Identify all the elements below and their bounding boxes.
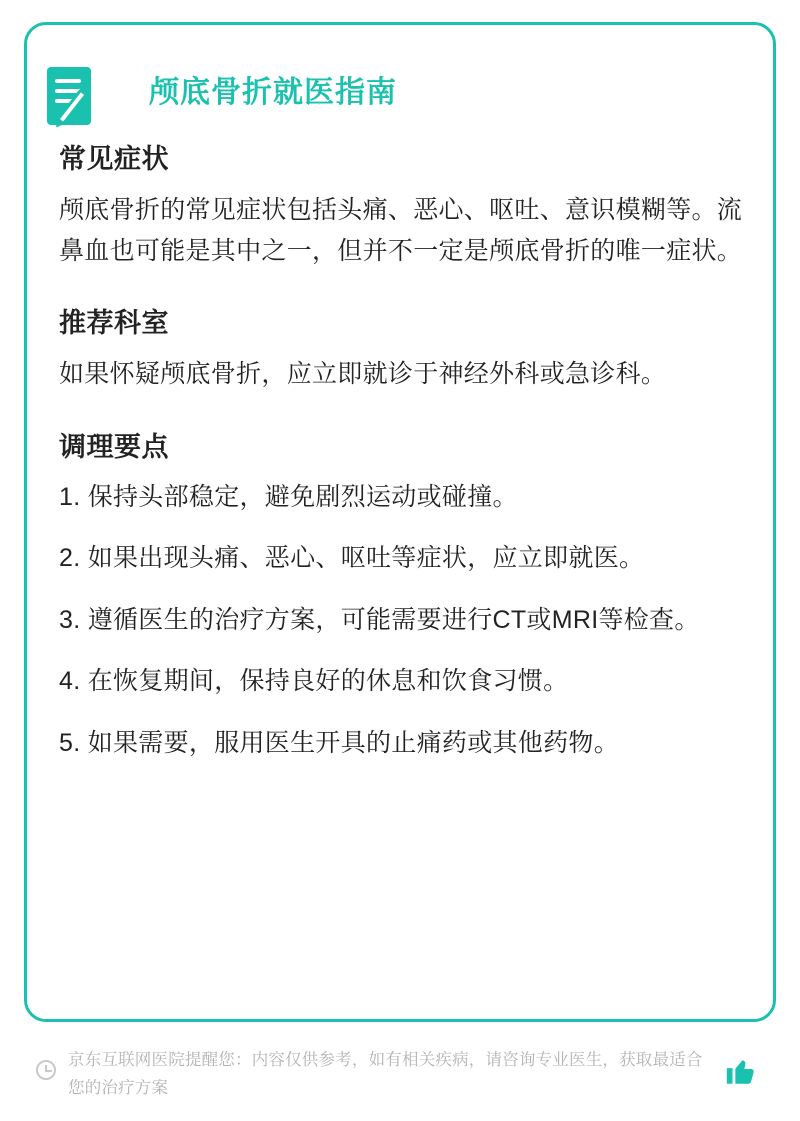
list-item: 2. 如果出现头痛、恶心、呕吐等症状，应立即就医。 [59,544,645,572]
list-item: 4. 在恢复期间，保持良好的休息和饮食习惯。 [59,667,569,695]
footer-disclaimer: 京东互联网医院提醒您：内容仅供参考，如有相关疾病，请咨询专业医生，获取最适合您的治疗方案 [68,1051,703,1098]
section-heading-tips: 调理要点 [59,431,169,462]
section-heading-department: 推荐科室 [59,308,169,338]
list-item: 5. 如果需要，服用医生开具的止痛药或其他药物。 [59,728,619,757]
section-body-symptoms: 颅底骨折的常见症状包括头痛、恶心、呕吐、意识模糊等。流鼻血也可能是其中之一，但并不一定是颅底骨折的唯一症状。 [59,196,743,265]
guide-card [24,22,776,1022]
clock-icon [36,1060,56,1080]
thumbs-up-icon[interactable] [724,1054,758,1088]
document-edit-icon [33,61,109,137]
footer [24,1040,776,1104]
page-title: 颅底骨折就医指南 [149,76,397,109]
list-item: 1. 保持头部稳定，避免剧烈运动或碰撞。 [59,482,518,511]
section-heading-symptoms: 常见症状 [59,144,169,174]
section-body-department: 如果怀疑颅底骨折，应立即就诊于神经外科或急诊科。 [59,360,667,388]
tips-list [59,478,745,764]
list-item: 3. 遵循医生的治疗方案，可能需要进行CT或MRI等检查。 [59,605,700,634]
guide-content [59,137,745,785]
